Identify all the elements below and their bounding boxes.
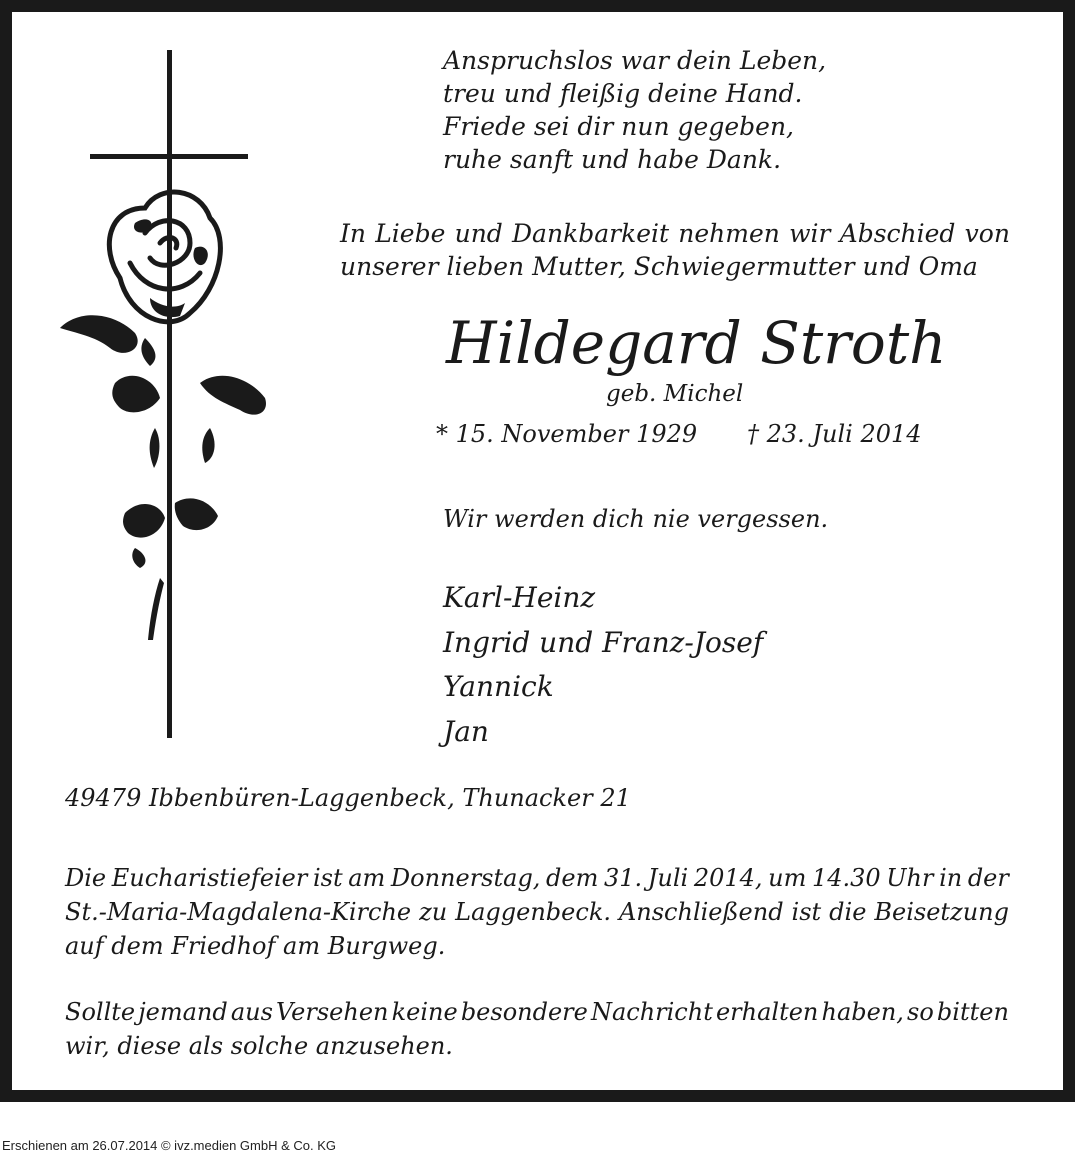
deceased-name: Hildegard Stroth [446, 309, 947, 377]
poem [443, 44, 826, 176]
note-word: erhalten [715, 998, 819, 1026]
intro-word: nehmen [678, 219, 780, 248]
note-word: bitten [936, 998, 1009, 1026]
note-line-1 [65, 995, 1009, 1029]
service-word: St.-Maria-Magdalena-Kirche [65, 898, 412, 926]
service-word: dem [546, 864, 599, 892]
note-line-2: wir, diese als solche anzusehen. [65, 1032, 453, 1060]
service-word: Donnerstag, [390, 864, 541, 892]
intro-word: In [340, 219, 366, 248]
note-word: aus [230, 998, 273, 1026]
death-date: † 23. Juli 2014 [747, 420, 922, 448]
poem-line: treu und fleißig deine Hand. [443, 79, 803, 108]
poem-line: Friede sei dir nun gegeben, [443, 112, 794, 141]
service-word: Laggenbeck. [455, 898, 611, 926]
service-word: 31. [603, 864, 643, 892]
service-word: in [939, 864, 963, 892]
note-word: Versehen [276, 998, 389, 1026]
service-info [65, 861, 1009, 963]
birth-date: * 15. November 1929 [436, 420, 698, 448]
intro-word: Abschied [839, 219, 956, 248]
family-member: Ingrid und Franz-Josef [443, 625, 764, 659]
cross-with-rose-icon [50, 48, 290, 740]
poem-line: ruhe sanft und habe Dank. [443, 145, 782, 174]
service-word: Juli [647, 864, 689, 892]
service-word: Eucharistiefeier [111, 864, 308, 892]
note-word: jemand [138, 998, 228, 1026]
intro-word: und [454, 219, 503, 248]
maiden-name: geb. Michel [606, 381, 744, 407]
service-word: um [768, 864, 807, 892]
service-word: Die [65, 864, 107, 892]
poem-line: Anspruchslos war dein Leben, [443, 46, 827, 75]
notice-note [65, 995, 1009, 1063]
service-word: ist [312, 864, 343, 892]
note-word: Sollte [65, 998, 136, 1026]
intro-word: Liebe [375, 219, 446, 248]
note-word: so [907, 998, 934, 1026]
intro-text [340, 217, 1010, 283]
note-word: besondere [460, 998, 588, 1026]
service-word: Beisetzung [874, 898, 1009, 926]
address: 49479 Ibbenbüren-Laggenbeck, Thunacker 21 [65, 784, 631, 812]
service-word: zu [419, 898, 448, 926]
note-word: keine [391, 998, 458, 1026]
service-word: der [967, 864, 1009, 892]
service-word: ist [791, 898, 822, 926]
service-word: 2014, [693, 864, 763, 892]
service-word: die [829, 898, 867, 926]
publication-footer: Erschienen am 26.07.2014 © ivz.medien GmbH & Co. KG [2, 1138, 337, 1153]
intro-word: Dankbarkeit [512, 219, 670, 248]
note-word: haben, [821, 998, 904, 1026]
family-member: Jan [443, 714, 489, 748]
note-word: Nachricht [590, 998, 713, 1026]
service-word: 14.30 [811, 864, 881, 892]
service-word: Anschließend [618, 898, 784, 926]
service-line-3: auf dem Friedhof am Burgweg. [65, 932, 446, 960]
intro-line-2: unserer lieben Mutter, Schwiegermutter und Oma [340, 252, 978, 281]
family-member: Karl-Heinz [443, 581, 596, 614]
service-line-1 [65, 861, 1009, 895]
service-line-2 [65, 895, 1009, 929]
closing-line: Wir werden dich nie vergessen. [443, 505, 829, 533]
service-word: Uhr [886, 864, 934, 892]
service-word: am [348, 864, 386, 892]
intro-line-1 [340, 217, 1010, 250]
intro-word: wir [789, 219, 831, 248]
family-member: Yannick [443, 670, 554, 703]
family-list [443, 576, 763, 754]
intro-word: von [964, 219, 1010, 248]
